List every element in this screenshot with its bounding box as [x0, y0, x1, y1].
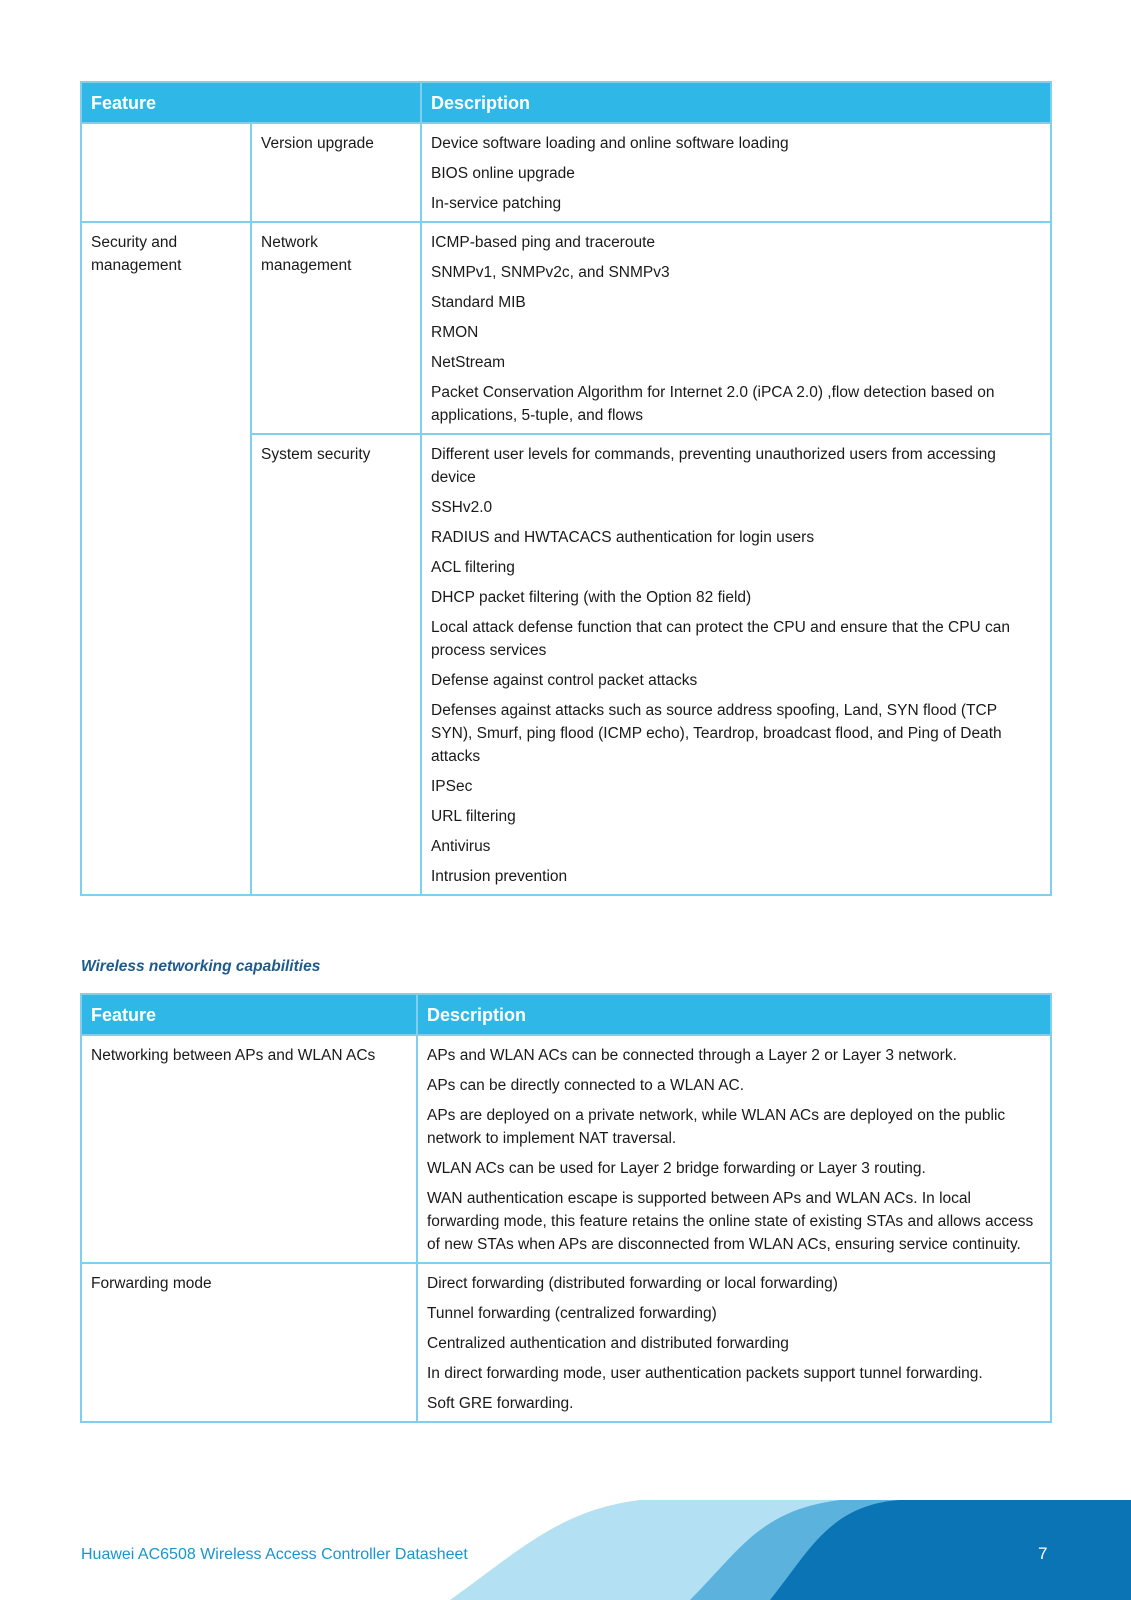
description-item: IPSec — [431, 778, 473, 795]
header-feature: Feature — [81, 82, 421, 123]
footer-document-title: Huawei AC6508 Wireless Access Controller Datasheet — [81, 1546, 468, 1563]
description-cell — [417, 1263, 1051, 1422]
feature-cell — [251, 222, 421, 434]
table-row — [81, 1035, 1051, 1263]
header-description: Description — [417, 994, 1051, 1035]
description-cell — [421, 222, 1051, 434]
description-item: Soft GRE forwarding. — [427, 1395, 574, 1412]
description-item: SNMPv1, SNMPv2c, and SNMPv3 — [431, 264, 670, 281]
description-cell — [421, 434, 1051, 895]
section-title: Wireless networking capabilities — [81, 958, 321, 975]
category-label: Security and management — [91, 234, 182, 274]
description-item: Defense against control packet attacks — [431, 672, 698, 689]
feature-label: Network management — [261, 234, 352, 274]
description-item: APs can be directly connected to a WLAN AC. — [427, 1077, 745, 1094]
description-item: Different user levels for commands, preventing unauthorized users from accessing device — [431, 446, 996, 486]
description-item: RADIUS and HWTACACS authentication for login users — [431, 529, 815, 546]
feature-cell: Networking between APs and WLAN ACs — [81, 1035, 417, 1263]
description-item: SSHv2.0 — [431, 499, 493, 516]
description-cell — [417, 1035, 1051, 1263]
footer-wave-decoration — [0, 1480, 1131, 1600]
table-row — [81, 123, 1051, 222]
description-item: WLAN ACs can be used for Layer 2 bridge forwarding or Layer 3 routing. — [427, 1160, 926, 1177]
feature-cell: System security — [251, 434, 421, 895]
description-cell — [421, 123, 1051, 222]
feature-cell: Forwarding mode — [81, 1263, 417, 1422]
description-item: Standard MIB — [431, 294, 526, 311]
description-item: BIOS online upgrade — [431, 165, 575, 182]
description-item: Intrusion prevention — [431, 868, 568, 885]
page-number: 7 — [1038, 1544, 1048, 1563]
table-row — [81, 222, 1051, 434]
description-item: Local attack defense function that can protect the CPU and ensure that the CPU can process services — [431, 619, 1011, 659]
features-table-security — [80, 81, 1052, 896]
description-item: APs and WLAN ACs can be connected through a Layer 2 or Layer 3 network. — [427, 1047, 957, 1064]
description-item: In direct forwarding mode, user authentication packets support tunnel forwarding. — [427, 1365, 983, 1382]
feature-cell: Version upgrade — [251, 123, 421, 222]
table-row — [81, 1263, 1051, 1422]
description-item: Centralized authentication and distributed forwarding — [427, 1335, 789, 1352]
description-item: Tunnel forwarding (centralized forwarding) — [427, 1305, 717, 1322]
category-cell — [81, 123, 251, 222]
features-table-wireless — [80, 993, 1052, 1423]
description-item: DHCP packet filtering (with the Option 82 field) — [431, 589, 752, 606]
table-header-row — [81, 82, 1051, 123]
description-item: ACL filtering — [431, 559, 515, 576]
table-header-row — [81, 994, 1051, 1035]
header-description: Description — [421, 82, 1051, 123]
description-item: APs are deployed on a private network, while WLAN ACs are deployed on the public network to implement NAT traversal. — [427, 1107, 1006, 1147]
description-item: URL filtering — [431, 808, 516, 825]
description-item: Packet Conservation Algorithm for Internet 2.0 (iPCA 2.0) ,flow detection based on applications, 5-tuple, and flows — [431, 384, 995, 424]
category-cell — [81, 222, 251, 895]
header-feature: Feature — [81, 994, 417, 1035]
description-item: WAN authentication escape is supported between APs and WLAN ACs. In local forwarding mode, this feature retains the online state of existing STAs and allows access of new STAs when APs are disconnected from WLAN ACs, ensuring service continuity. — [427, 1190, 1034, 1253]
description-item: Antivirus — [431, 838, 491, 855]
description-item: NetStream — [431, 354, 506, 371]
description-item: Defenses against attacks such as source address spoofing, Land, SYN flood (TCP SYN), Smurf, ping flood (ICMP echo), Teardrop, broadcast flood, and Ping of Death attacks — [431, 702, 1002, 765]
description-item: RMON — [431, 324, 479, 341]
description-item: Device software loading and online software loading — [431, 135, 789, 152]
description-item: ICMP-based ping and traceroute — [431, 234, 656, 251]
description-item: Direct forwarding (distributed forwarding or local forwarding) — [427, 1275, 838, 1292]
description-item: In-service patching — [431, 195, 562, 212]
